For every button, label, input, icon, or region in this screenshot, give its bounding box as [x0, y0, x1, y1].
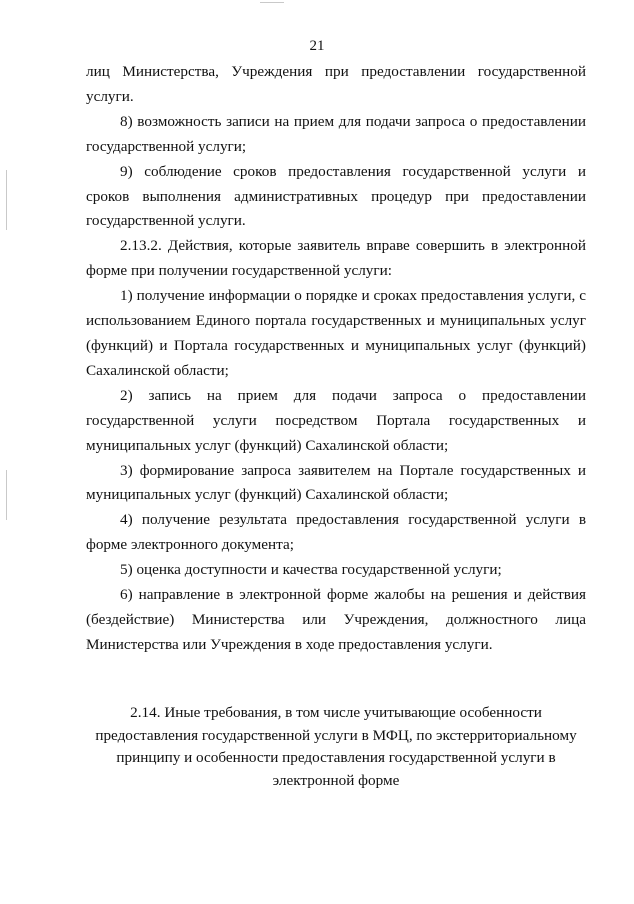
- paragraph: 4) получение результата предоставления государственной услуги в форме электронного документа;: [86, 511, 586, 554]
- paragraph: 5) оценка доступности и качества государственной услуги;: [120, 561, 502, 579]
- heading-line: принципу и особенности предоставления государственной услуги в: [116, 749, 556, 767]
- page-number: 21: [309, 38, 325, 54]
- paragraph: 3) формирование запроса заявителем на Портале государственных и муниципальных услуг (функций) Сахалинской области;: [86, 461, 586, 504]
- body-text: [86, 60, 586, 658]
- paragraph: 2.13.2. Действия, которые заявитель вправе совершить в электронной форме при получении государственной услуги:: [86, 237, 586, 280]
- heading-line: электронной форме: [272, 771, 400, 789]
- paragraph: лиц Министерства, Учреждения при предоставлении государственной услуги.: [86, 63, 586, 105]
- heading-line: предоставления государственной услуги в МФЦ, по экстерриториальному: [95, 726, 577, 744]
- scan-artifact: [260, 2, 284, 3]
- scan-artifact: [6, 470, 7, 520]
- paragraph: 9) соблюдение сроков предоставления государственной услуги и сроков выполнения административных процедур при предоставлении государственной услуги.: [86, 162, 586, 230]
- paragraph: 8) возможность записи на прием для подачи запроса о предоставлении государственной услуги;: [86, 112, 586, 155]
- scan-artifact: [6, 170, 7, 230]
- heading-line: 2.14. Иные требования, в том числе учитывающие особенности: [130, 704, 542, 721]
- section-heading: [86, 702, 586, 792]
- paragraph: 1) получение информации о порядке и сроках предоставления услуги, с использованием Единого портала государственных и муниципальных услуг (функций) и Портала государственных и муниципальных услуг (функций) Сахалинской области;: [86, 287, 586, 379]
- paragraph: 2) запись на прием для подачи запроса о предоставлении государственной услуги посредством Портала государственных и муниципальных услуг (функций) Сахалинской области;: [86, 386, 586, 454]
- paragraph: 6) направление в электронной форме жалобы на решения и действия (бездействие) Министерства или Учреждения, должностного лица Министерства или Учреждения в ходе предоставления услуги.: [86, 586, 586, 653]
